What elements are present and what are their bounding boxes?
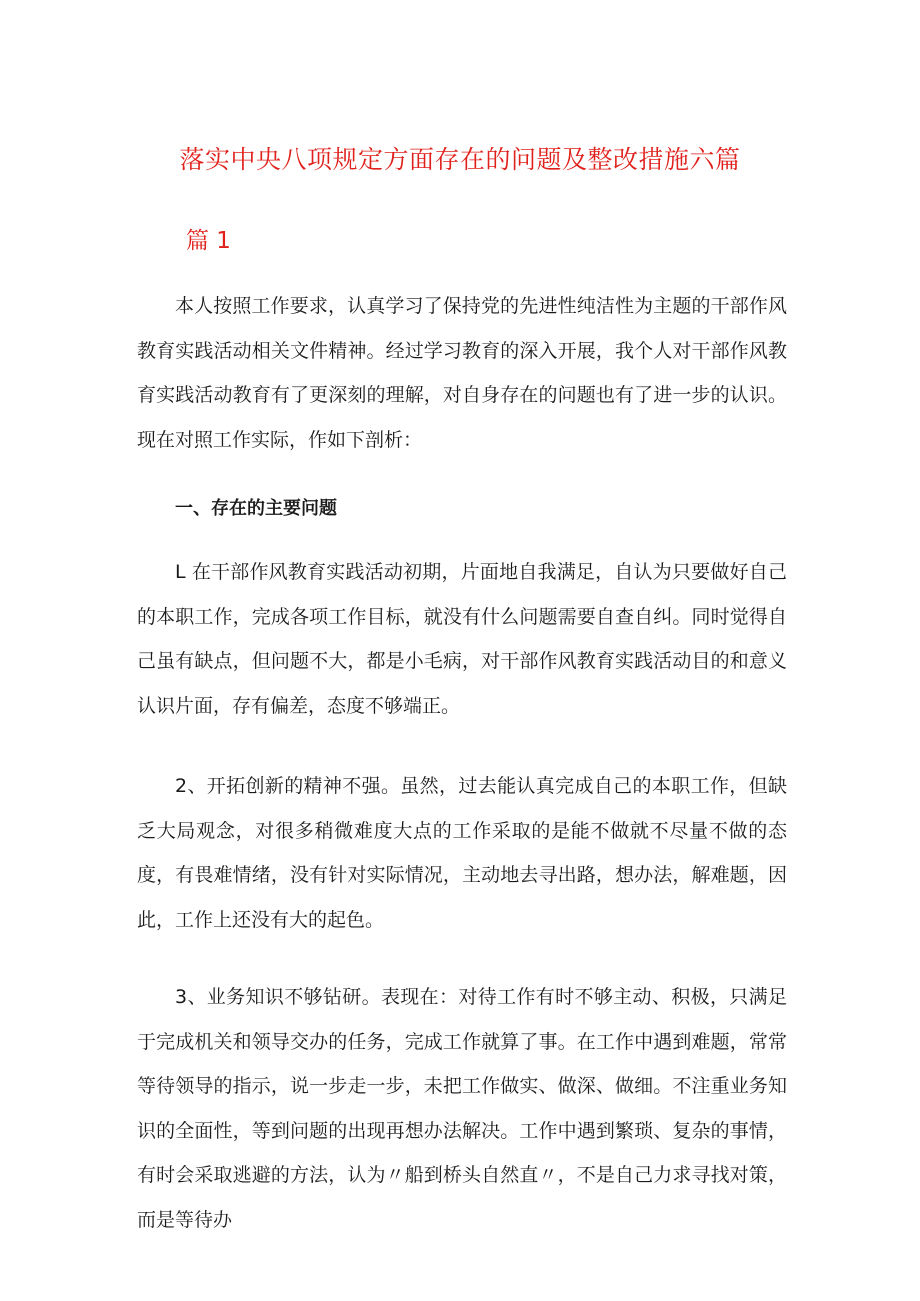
- section-heading: 一、存在的主要问题: [175, 498, 337, 519]
- body-paragraph: L 在干部作风教育实践活动初期，片面地自我满足，自认为只要做好自己的本职工作，完成各项工作目标，就没有什么问题需要自查自纠。同时觉得自己虽有缺点，但问题不大，都是小毛病，对干部作风教育实践活动目的和意义认识片面，存有偏差，态度不够端正。: [137, 561, 787, 717]
- document-title: 落实中央八项规定方面存在的问题及整改措施六篇: [179, 145, 741, 174]
- part-heading: 篇 1: [186, 228, 231, 254]
- body-paragraph: 2、开拓创新的精神不强。虽然，过去能认真完成自己的本职工作，但缺乏大局观念，对很多稍微难度大点的工作采取的是能不做就不尽量不做的态度，有畏难情绪，没有针对实际情况，主动地去寻出路，想办法，解难题，因此，工作上还没有大的起色。: [137, 775, 787, 931]
- intro-paragraph: 本人按照工作要求，认真学习了保持党的先进性纯洁性为主题的干部作风教育实践活动相关文件精神。经过学习教育的深入开展，我个人对干部作风教育实践活动教育有了更深刻的理解，对自身存在的问题也有了进一步的认识。现在对照工作实际，作如下剖析：: [137, 295, 787, 451]
- body-paragraph: 3、业务知识不够钻研。表现在：对待工作有时不够主动、积极，只满足于完成机关和领导交办的任务，完成工作就算了事。在工作中遇到难题，常常等待领导的指示，说一步走一步，未把工作做实、做深、做细。不注重业务知识的全面性，等到问题的出现再想办法解决。工作中遇到繁琐、复杂的事情，有时会采取逃避的方法，认为〃船到桥头自然直〃，不是自己力求寻找对策，而是等待办: [137, 986, 787, 1231]
